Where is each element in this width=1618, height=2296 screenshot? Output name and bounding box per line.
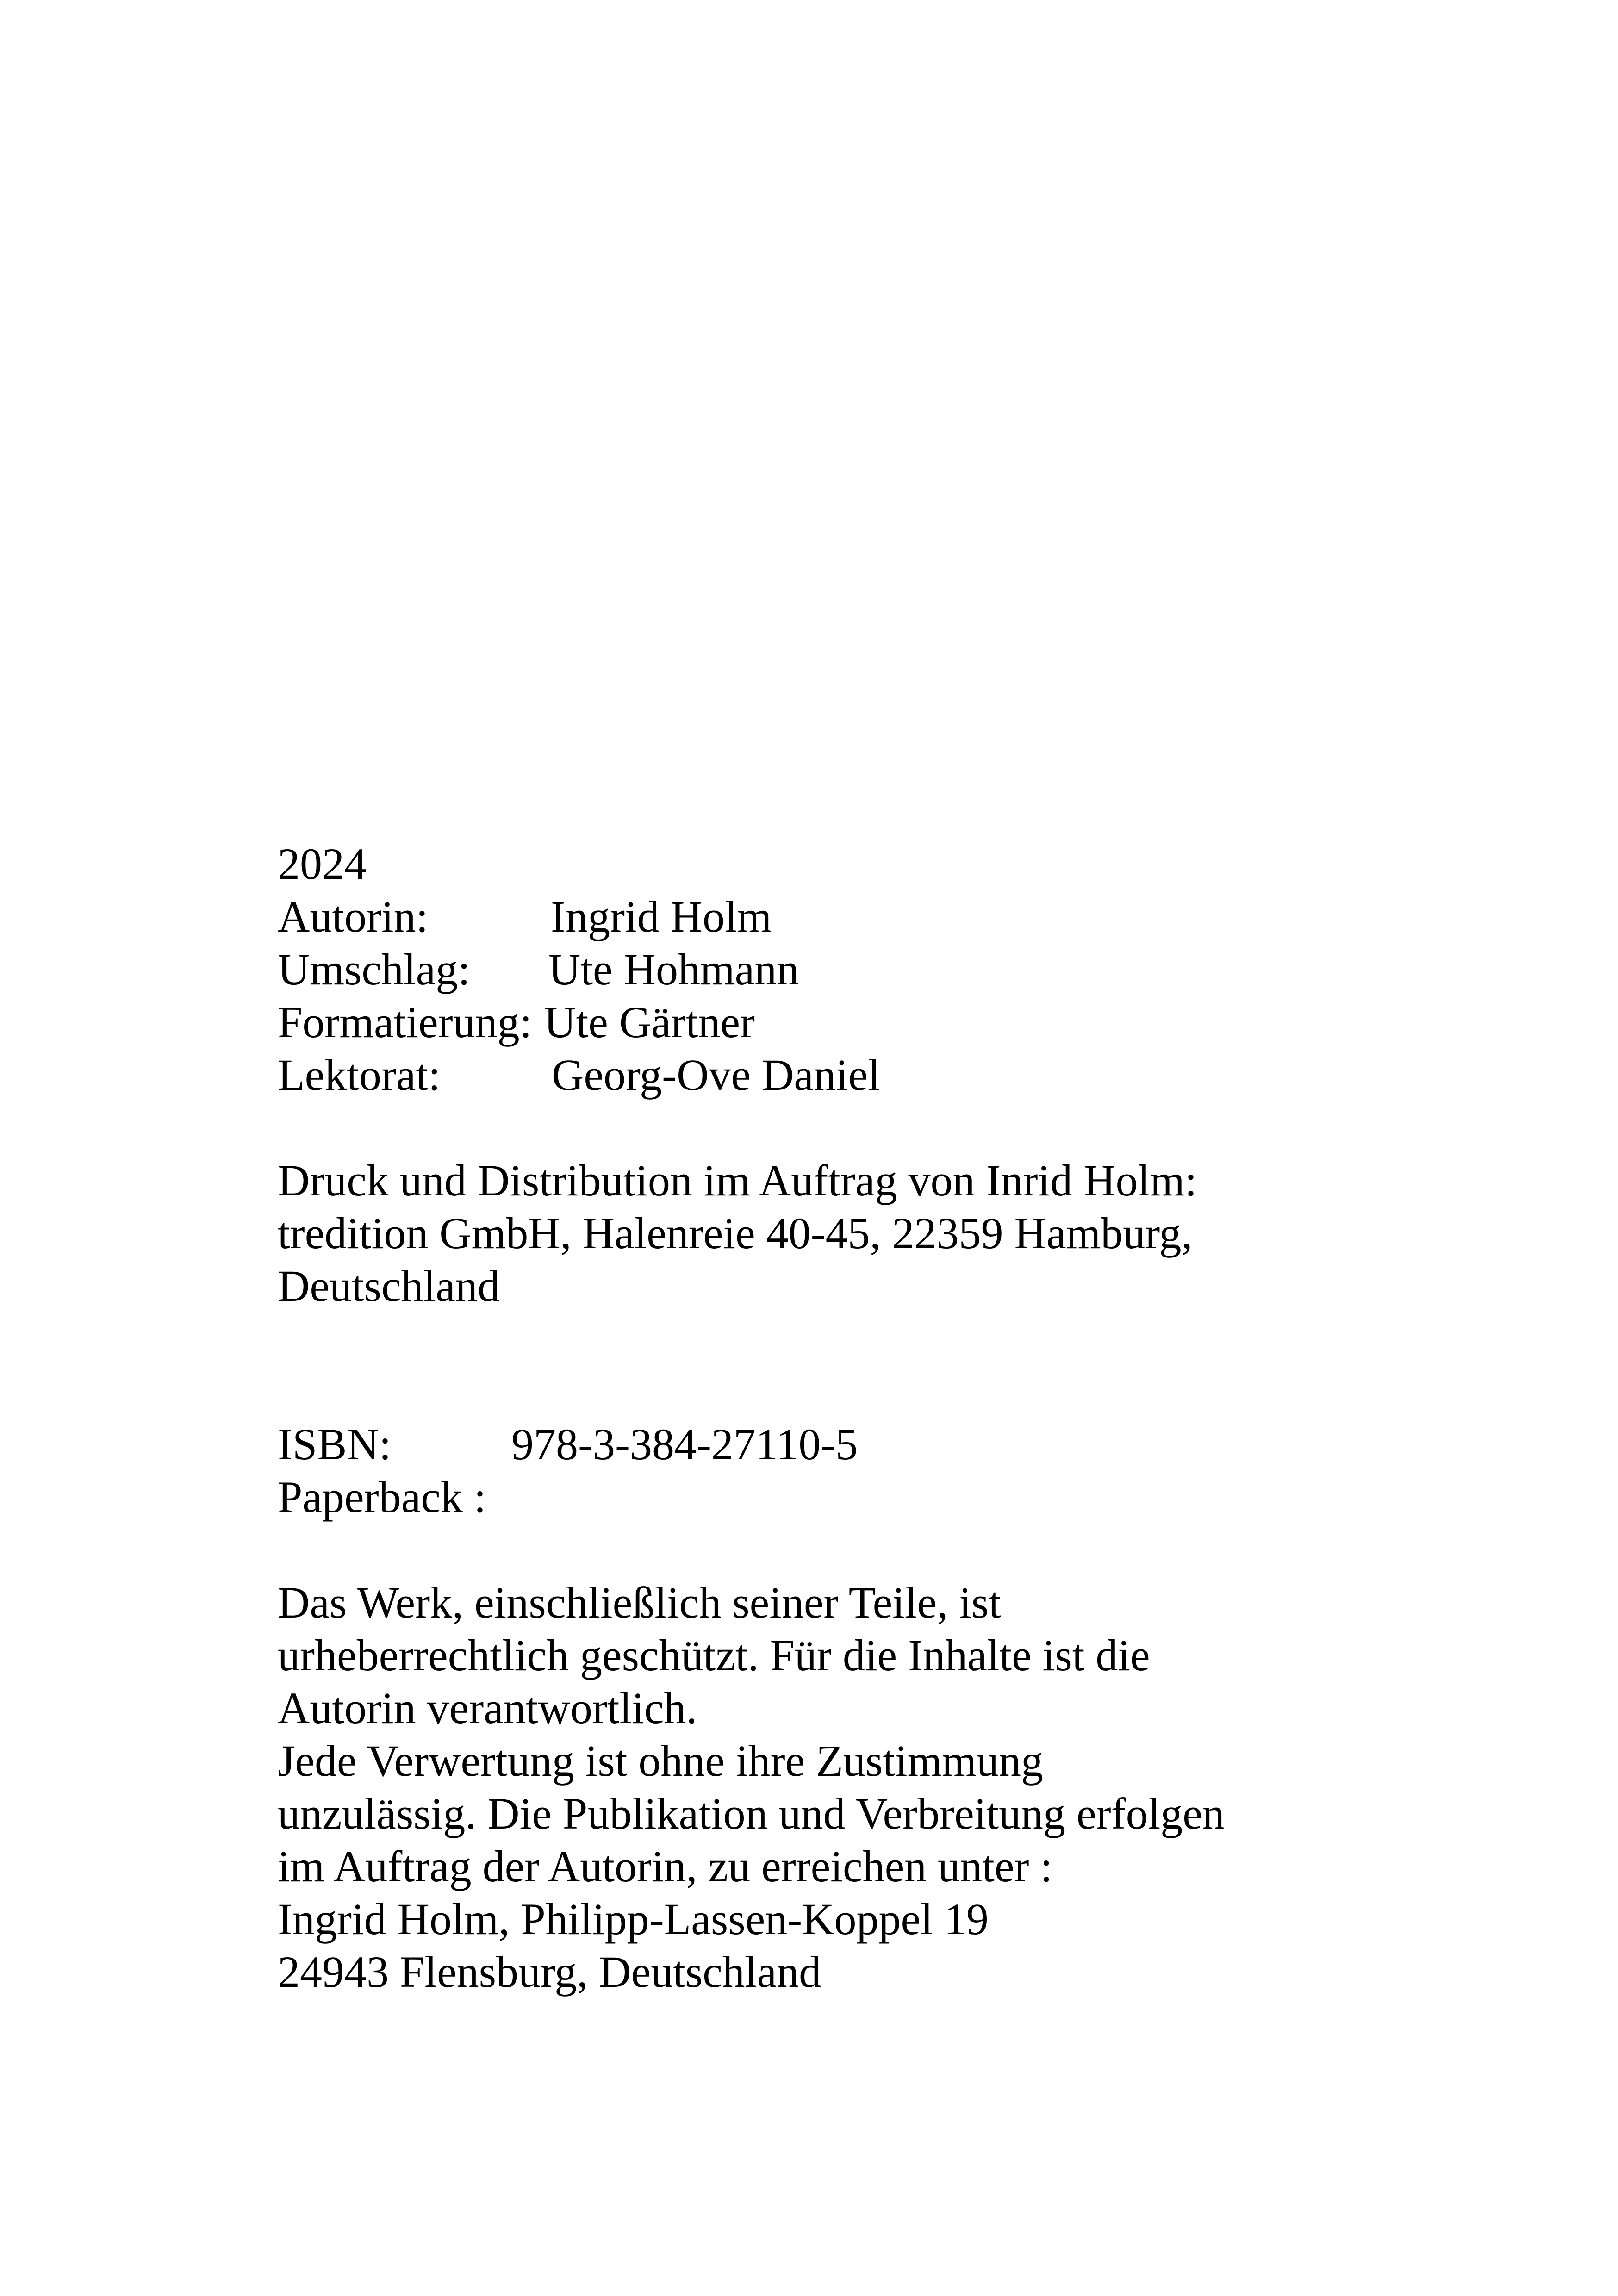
credit-label: Lektorat: [278,1050,441,1100]
copyright-line: im Auftrag der Autorin, zu erreichen unter : [278,1842,1053,1891]
distribution-line: Deutschland [278,1261,500,1311]
copyright-line: Das Werk, einschließlich seiner Teile, ist [278,1578,1001,1627]
credit-row-editing [278,1049,1435,1101]
contact-address-line: 24943 Flensburg, Deutschland [278,1947,821,1997]
copyright-line: urheberrechtlich geschützt. Für die Inhalte ist die [278,1630,1150,1680]
isbn-format: Paperback : [278,1472,486,1522]
spacer [278,1313,1435,1418]
credit-label: Formatierung: [278,997,532,1047]
copyright-line: Autorin verantwortlich. [278,1683,697,1733]
distribution-line: Druck und Distribution im Auftrag von Inrid Holm: [278,1156,1197,1205]
credit-label: Autorin: [278,892,429,941]
copyright-notice [278,1576,1435,1998]
credit-value: Ute Gärtner [544,997,755,1047]
spacer [278,1524,1435,1576]
credit-row-formatting [278,996,1435,1049]
credit-row-author [278,890,1435,943]
credit-value: Ute Hohmann [548,945,799,994]
imprint-content [278,838,1435,1998]
credit-label: Umschlag: [278,945,470,994]
copyright-line: Jede Verwertung ist ohne ihre Zustimmung [278,1736,1043,1786]
copyright-line: unzulässig. Die Publikation und Verbreitung erfolgen [278,1789,1225,1838]
credit-value: Georg-Ove Daniel [552,1050,880,1100]
isbn-number: 978-3-384-27110-5 [511,1419,858,1469]
isbn-block [278,1418,1435,1524]
distribution-block [278,1154,1435,1313]
publication-year: 2024 [278,839,367,889]
credit-value: Ingrid Holm [551,892,772,941]
credit-row-cover [278,943,1435,996]
credits-list [278,890,1435,1101]
isbn-label: ISBN: [278,1419,392,1469]
isbn-row [278,1418,1435,1471]
distribution-line: tredition GmbH, Halenreie 40-45, 22359 Hamburg, [278,1208,1193,1258]
contact-address-line: Ingrid Holm, Philipp-Lassen-Koppel 19 [278,1894,989,1944]
spacer [278,1101,1435,1154]
